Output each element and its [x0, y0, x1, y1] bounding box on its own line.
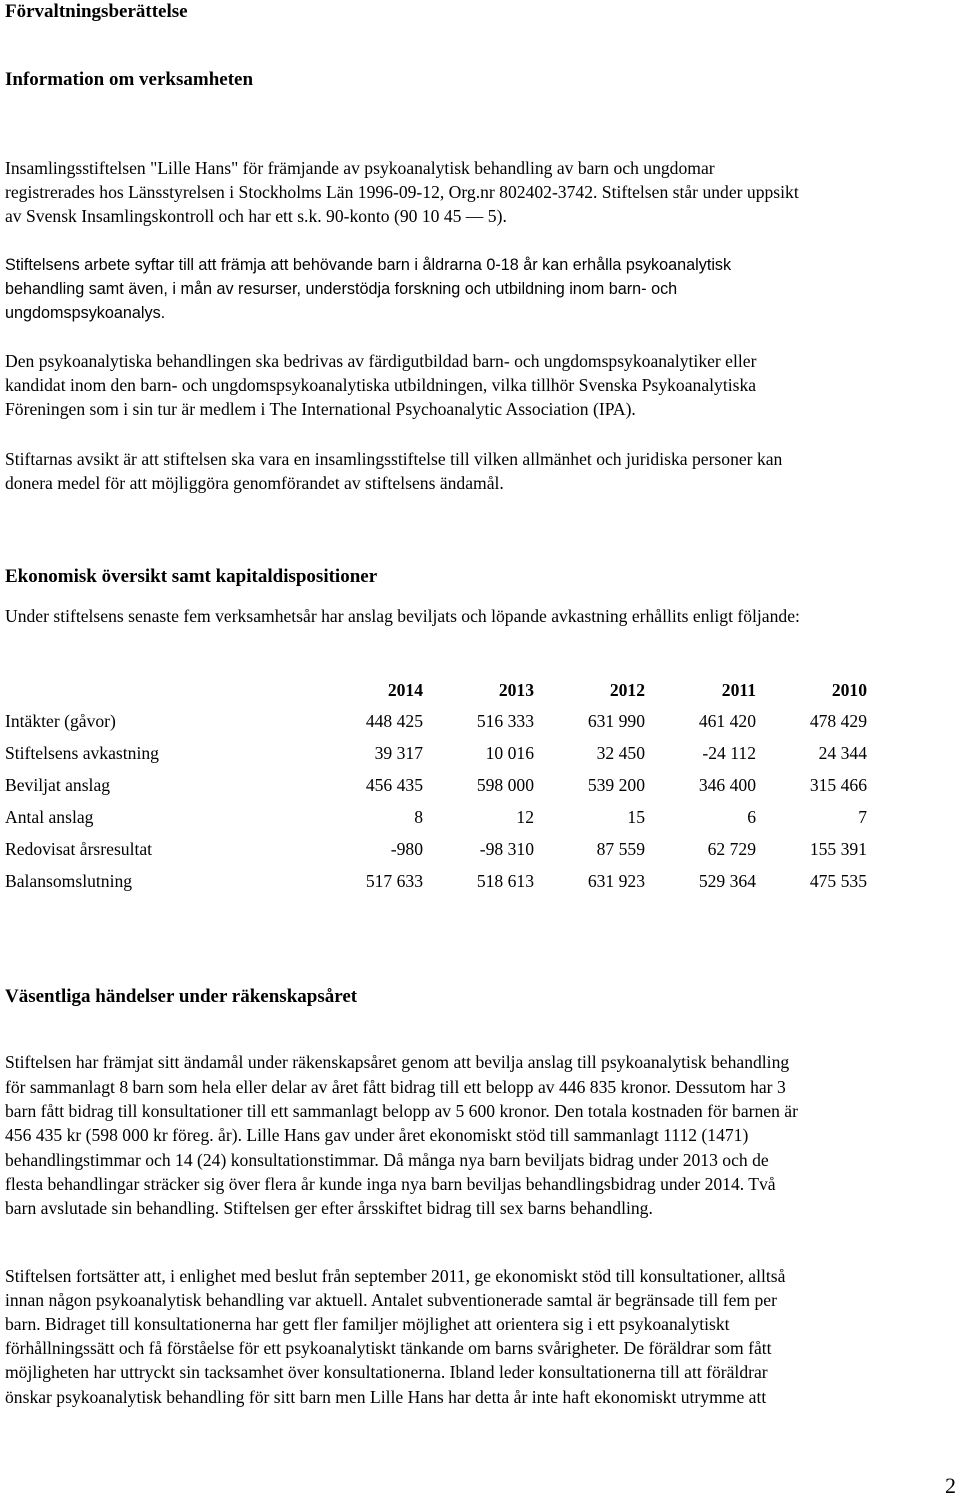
row-label: Balansomslutning — [5, 871, 133, 891]
table-cell: 598 000 — [476, 775, 534, 795]
treatment-line: kandidat inom den barn- och ungdomspsykoanalytiska utbildningen, vilka tillhör Svenska Psykoanalytiska — [5, 375, 757, 395]
table-cell: 10 016 — [485, 743, 534, 763]
table-cell: 456 435 — [365, 775, 423, 795]
events-line: innan någon psykoanalytisk behandling var aktuell. Antalet subventionerade samtal är begränsade till fem per — [5, 1290, 777, 1310]
page-number: 2 — [945, 1473, 956, 1498]
events-line: Stiftelsen fortsätter att, i enlighet med beslut från september 2011, ge ekonomiskt stöd till konsultationer, alltså — [5, 1266, 786, 1286]
table-cell: 539 200 — [587, 775, 645, 795]
events-line: behandlingstimmar och 14 (24) konsultationstimmar. Då många nya barn beviljats bidrag under 2013 och de — [5, 1150, 769, 1170]
events-line: barn avslutade sin behandling. Stiftelsen ger efter årsskiftet bidrag till sex barns behandling. — [5, 1198, 653, 1218]
table-header-year: 2014 — [387, 680, 423, 700]
section-heading-info: Information om verksamheten — [5, 69, 254, 90]
table-cell: 24 344 — [818, 743, 867, 763]
table-cell: 32 450 — [596, 743, 645, 763]
events-line: barn fått bidrag till konsultationer till ett sammanlagt belopp av 5 600 kronor. Den totala kostnaden för barnen är — [5, 1101, 798, 1121]
purpose-line: Stiftelsens arbete syftar till att främja att behövande barn i åldrarna 0-18 år kan erhålla psykoanalytisk — [5, 256, 732, 274]
table-cell: -980 — [390, 839, 423, 859]
events-line: förhållningssätt och få förståelse för ett psykoanalytiskt tänkande om barns svårigheter. De föräldrar som fått — [5, 1338, 772, 1358]
table-header-year: 2012 — [609, 680, 645, 700]
treatment-line: Den psykoanalytiska behandlingen ska bedrivas av färdigutbildad barn- och ungdomspsykoanalytiker eller — [5, 351, 757, 371]
table-cell: 7 — [858, 807, 867, 827]
table-cell: 15 — [627, 807, 645, 827]
page-title: Förvaltningsberättelse — [5, 1, 188, 22]
events-line: barn. Bidraget till konsultationerna har gett fler familjer möjlighet att orientera sig i ett psykoanalytiskt — [5, 1314, 730, 1334]
table-cell: 631 923 — [587, 871, 645, 891]
treatment-line: Föreningen som i sin tur är medlem i The International Psychoanalytic Association (IPA). — [5, 399, 636, 419]
table-cell: -98 310 — [479, 839, 534, 859]
table-cell: 461 420 — [698, 711, 756, 731]
table-header-year: 2011 — [721, 680, 756, 700]
row-label: Stiftelsens avkastning — [5, 743, 159, 763]
row-label: Redovisat årsresultat — [5, 839, 153, 859]
table-cell: 39 317 — [374, 743, 423, 763]
table-cell: 12 — [516, 807, 534, 827]
events-line: önskar psykoanalytisk behandling för sitt barn men Lille Hans har detta år inte haft ekonomiskt utrymme att — [5, 1387, 767, 1407]
table-cell: 346 400 — [698, 775, 756, 795]
section-heading-events: Väsentliga händelser under räkenskapsåret — [5, 986, 358, 1007]
table-cell: 87 559 — [596, 839, 645, 859]
table-cell: 315 466 — [809, 775, 867, 795]
row-label: Beviljat anslag — [5, 775, 111, 795]
table-cell: 478 429 — [809, 711, 867, 731]
intro-line: registrerades hos Länsstyrelsen i Stockholms Län 1996-09-12, Org.nr 802402-3742. Stiftelsen står under uppsikt — [5, 182, 799, 202]
table-cell: 518 613 — [476, 871, 534, 891]
table-cell: 475 535 — [809, 871, 867, 891]
events-line: möjligheten har uttryckt sin tacksamhet över konsultationerna. Ibland leder konsultationerna till att föräldrar — [5, 1362, 768, 1382]
table-header-year: 2013 — [498, 680, 534, 700]
founders-line: Stiftarnas avsikt är att stiftelsen ska vara en insamlingsstiftelse till vilken allmänhet och juridiska personer kan — [5, 449, 783, 469]
table-cell: 8 — [414, 807, 423, 827]
events-line: 456 435 kr (598 000 kr föreg. år). Lille Hans gav under året ekonomiskt stöd till sammanlagt 1112 (1471) — [5, 1125, 749, 1145]
events-line: flesta behandlingar sträcker sig över flera år kunde inga nya barn beviljas behandlingsbidrag under 2014. Två — [5, 1174, 776, 1194]
table-cell: 155 391 — [809, 839, 867, 859]
table-header-year: 2010 — [831, 680, 867, 700]
table-cell: 448 425 — [365, 711, 423, 731]
row-label: Intäkter (gåvor) — [5, 711, 116, 731]
table-cell: 529 364 — [698, 871, 756, 891]
table-cell: 631 990 — [587, 711, 645, 731]
founders-line: donera medel för att möjliggöra genomförandet av stiftelsens ändamål. — [5, 473, 504, 493]
section-heading-economic: Ekonomisk översikt samt kapitaldispositioner — [5, 566, 378, 587]
purpose-line: ungdomspsykoanalys. — [5, 304, 166, 322]
table-cell: -24 112 — [702, 743, 756, 763]
events-line: Stiftelsen har främjat sitt ändamål under räkenskapsåret genom att bevilja anslag till psykoanalytisk behandling — [5, 1052, 790, 1072]
table-cell: 6 — [747, 807, 756, 827]
events-line: för sammanlagt 8 barn som hela eller delar av året fått bidrag till ett belopp av 446 835 kronor. Dessutom har 3 — [5, 1077, 786, 1097]
table-cell: 517 633 — [365, 871, 423, 891]
overview-intro: Under stiftelsens senaste fem verksamhetsår har anslag beviljats och löpande avkastning erhållits enligt följande: — [5, 606, 800, 626]
table-cell: 62 729 — [707, 839, 756, 859]
intro-line: Insamlingsstiftelsen "Lille Hans" för främjande av psykoanalytisk behandling av barn och ungdomar — [5, 158, 715, 178]
row-label: Antal anslag — [5, 807, 94, 827]
intro-line: av Svensk Insamlingskontroll och har ett s.k. 90-konto (90 10 45 — 5). — [5, 206, 507, 226]
purpose-line: behandling samt även, i mån av resurser, understödja forskning och utbildning inom barn- och — [5, 280, 678, 298]
table-cell: 516 333 — [476, 711, 534, 731]
